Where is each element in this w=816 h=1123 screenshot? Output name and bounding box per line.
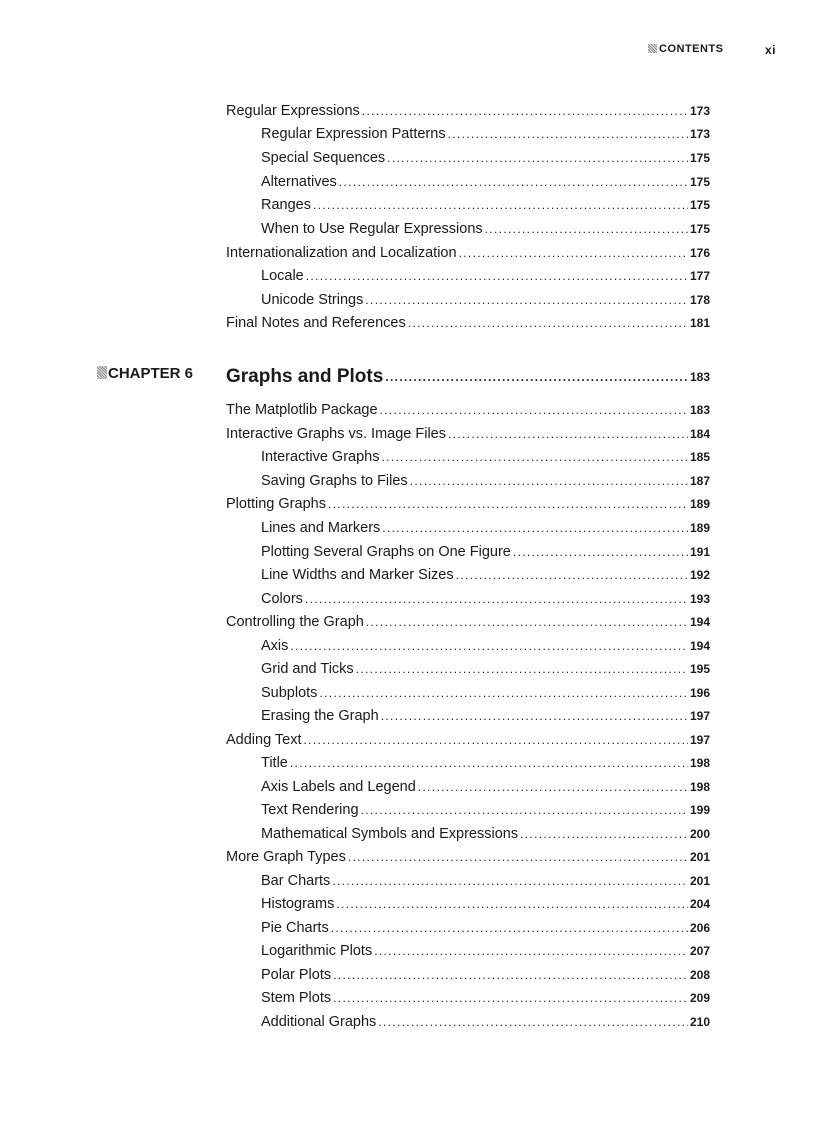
entry-title: Colors (261, 591, 303, 607)
dot-leader (520, 824, 688, 844)
toc-entry[interactable] (261, 963, 710, 985)
entry-page-number: 207 (689, 944, 710, 958)
entry-title: Axis Labels and Legend (261, 779, 416, 795)
entry-page-number: 192 (689, 568, 710, 582)
entry-title: Grid and Ticks (261, 661, 354, 677)
dot-leader (290, 753, 688, 773)
dot-leader (410, 471, 688, 491)
toc-entry[interactable] (261, 775, 710, 797)
entry-title: Text Rendering (261, 802, 359, 818)
entry-title: Pie Charts (261, 920, 329, 936)
entry-title: Adding Text (226, 732, 302, 748)
dot-leader (448, 124, 688, 144)
dot-leader (387, 148, 688, 168)
entry-title: Plotting Several Graphs on One Figure (261, 544, 511, 560)
entry-page-number: 197 (689, 733, 710, 747)
entry-title: The Matplotlib Package (226, 402, 378, 418)
entry-page-number: 193 (689, 592, 710, 606)
toc-entry[interactable] (261, 170, 710, 192)
entry-title: Axis (261, 638, 289, 654)
chapter-number: CHAPTER 6 (108, 365, 194, 382)
toc-entry[interactable] (226, 241, 710, 263)
entry-page-number: 187 (689, 474, 710, 488)
toc-entry[interactable] (261, 798, 710, 820)
dot-leader (418, 777, 688, 797)
dot-leader (304, 730, 688, 750)
entry-title: Final Notes and References (226, 315, 406, 331)
entry-page-number: 178 (689, 293, 710, 307)
dot-leader (381, 447, 687, 467)
entry-page-number: 208 (689, 968, 710, 982)
entry-page-number: 204 (689, 897, 710, 911)
toc-entry[interactable] (261, 1010, 710, 1032)
entry-page-number: 195 (689, 662, 710, 676)
toc-entry[interactable] (261, 986, 710, 1008)
entry-page-number: 183 (689, 403, 710, 417)
toc-entry[interactable] (261, 540, 710, 562)
entry-page-number: 199 (689, 803, 710, 817)
entry-title: Ranges (261, 197, 311, 213)
toc-entry[interactable] (261, 822, 710, 844)
entry-page-number: 184 (689, 427, 710, 441)
entry-title: Histograms (261, 896, 335, 912)
entry-title: Mathematical Symbols and Expressions (261, 826, 519, 842)
entry-page-number: 196 (689, 686, 710, 700)
dot-leader (328, 494, 688, 514)
toc-entry[interactable] (226, 398, 710, 420)
entry-page-number: 200 (689, 827, 710, 841)
toc-entry[interactable] (261, 751, 710, 773)
entry-title: Saving Graphs to Files (261, 473, 408, 489)
toc-entry[interactable] (261, 217, 710, 239)
entry-page-number: 176 (689, 246, 710, 260)
dot-leader (361, 800, 688, 820)
entry-page-number: 175 (689, 198, 710, 212)
entry-page-number: 197 (689, 709, 710, 723)
entry-title: Unicode Strings (261, 292, 364, 308)
entry-title: Regular Expression Patterns (261, 126, 446, 142)
entry-page-number: 173 (689, 104, 710, 118)
entry-page-number: 175 (689, 175, 710, 189)
toc-entry[interactable] (261, 869, 710, 891)
toc-entry[interactable] (261, 704, 710, 726)
toc-entry[interactable] (226, 422, 710, 444)
dot-leader (513, 542, 688, 562)
dot-leader (456, 565, 688, 585)
entry-title: Interactive Graphs vs. Image Files (226, 426, 446, 442)
dot-leader (362, 101, 688, 121)
dot-leader (448, 424, 688, 444)
entry-title: Alternatives (261, 174, 337, 190)
chapter-label (97, 364, 193, 384)
toc-entry[interactable] (226, 492, 710, 514)
entry-page-number: 194 (689, 615, 710, 629)
entry-title: Stem Plots (261, 990, 332, 1006)
entry-page-number: 201 (689, 850, 710, 864)
hatch-mark-icon (648, 44, 657, 53)
dot-leader (333, 965, 688, 985)
toc-entry[interactable] (261, 892, 710, 914)
entry-page-number: 189 (689, 497, 710, 511)
toc-entry[interactable] (261, 445, 710, 467)
entry-title: Logarithmic Plots (261, 943, 373, 959)
entry-page-number: 185 (689, 450, 710, 464)
toc-entry[interactable] (261, 516, 710, 538)
dot-leader (380, 400, 688, 420)
toc-entry[interactable] (261, 681, 710, 703)
running-head (648, 43, 776, 59)
entry-page-number: 177 (689, 269, 710, 283)
toc-entry[interactable] (261, 146, 710, 168)
toc-entry[interactable] (261, 657, 710, 679)
dot-leader (356, 659, 688, 679)
dot-leader (306, 266, 688, 286)
entry-title: Plotting Graphs (226, 496, 326, 512)
dot-leader (408, 313, 688, 333)
entry-title: Bar Charts (261, 873, 331, 889)
dot-leader (385, 367, 688, 387)
entry-title: Lines and Markers (261, 520, 381, 536)
dot-leader (382, 518, 688, 538)
toc-entry[interactable] (261, 122, 710, 144)
entry-page-number: 206 (689, 921, 710, 935)
entry-title: Controlling the Graph (226, 614, 364, 630)
entry-page-number: 194 (689, 639, 710, 653)
entry-page-number: 181 (689, 316, 710, 330)
entry-title: Erasing the Graph (261, 708, 379, 724)
toc-entry[interactable] (226, 99, 710, 121)
entry-title: Subplots (261, 685, 318, 701)
entry-title: Internationalization and Localization (226, 245, 457, 261)
dot-leader (485, 219, 688, 239)
entry-page-number: 183 (689, 370, 710, 384)
toc-entry[interactable] (226, 610, 710, 632)
dot-leader (319, 683, 688, 703)
toc-entry[interactable] (261, 939, 710, 961)
entry-page-number: 198 (689, 780, 710, 794)
entry-title: Locale (261, 268, 304, 284)
entry-title: More Graph Types (226, 849, 346, 865)
dot-leader (290, 636, 688, 656)
toc-entry[interactable] (261, 288, 710, 310)
entry-title: Regular Expressions (226, 103, 360, 119)
dot-leader (336, 894, 688, 914)
entry-page-number: 175 (689, 222, 710, 236)
entry-page-number: 175 (689, 151, 710, 165)
entry-title: Line Widths and Marker Sizes (261, 567, 454, 583)
hatch-mark-icon (97, 366, 107, 379)
entry-title: Title (261, 755, 288, 771)
dot-leader (374, 941, 688, 961)
entry-title: Special Sequences (261, 150, 386, 166)
entry-title: Polar Plots (261, 967, 332, 983)
dot-leader (339, 172, 688, 192)
dot-leader (366, 612, 688, 632)
toc-entry[interactable] (261, 587, 710, 609)
toc-entry[interactable] (261, 264, 710, 286)
entry-page-number: 201 (689, 874, 710, 888)
toc-entry[interactable] (226, 728, 710, 750)
entry-page-number: 189 (689, 521, 710, 535)
toc-entry[interactable] (261, 634, 710, 656)
dot-leader (313, 195, 688, 215)
entry-title: When to Use Regular Expressions (261, 221, 483, 237)
dot-leader (331, 918, 688, 938)
entry-page-number: 210 (689, 1015, 710, 1029)
entry-page-number: 191 (689, 545, 710, 559)
dot-leader (378, 1012, 688, 1032)
page-number: xi (764, 43, 776, 57)
entry-title: Additional Graphs (261, 1014, 377, 1030)
toc-entry[interactable] (261, 469, 710, 491)
entry-title: Interactive Graphs (261, 449, 380, 465)
entry-page-number: 209 (689, 991, 710, 1005)
toc-entry[interactable] (261, 916, 710, 938)
dot-leader (305, 589, 688, 609)
entry-title: Graphs and Plots (226, 366, 384, 387)
entry-page-number: 198 (689, 756, 710, 770)
toc-entry[interactable] (226, 845, 710, 867)
chapter-entry[interactable] (226, 361, 710, 387)
entry-page-number: 173 (689, 127, 710, 141)
toc-entry[interactable] (261, 193, 710, 215)
dot-leader (381, 706, 688, 726)
section-title: CONTENTS (659, 43, 724, 55)
toc-entry[interactable] (261, 563, 710, 585)
dot-leader (459, 243, 688, 263)
toc-entry[interactable] (226, 311, 710, 333)
dot-leader (348, 847, 688, 867)
dot-leader (365, 290, 688, 310)
dot-leader (333, 988, 688, 1008)
dot-leader (332, 871, 688, 891)
